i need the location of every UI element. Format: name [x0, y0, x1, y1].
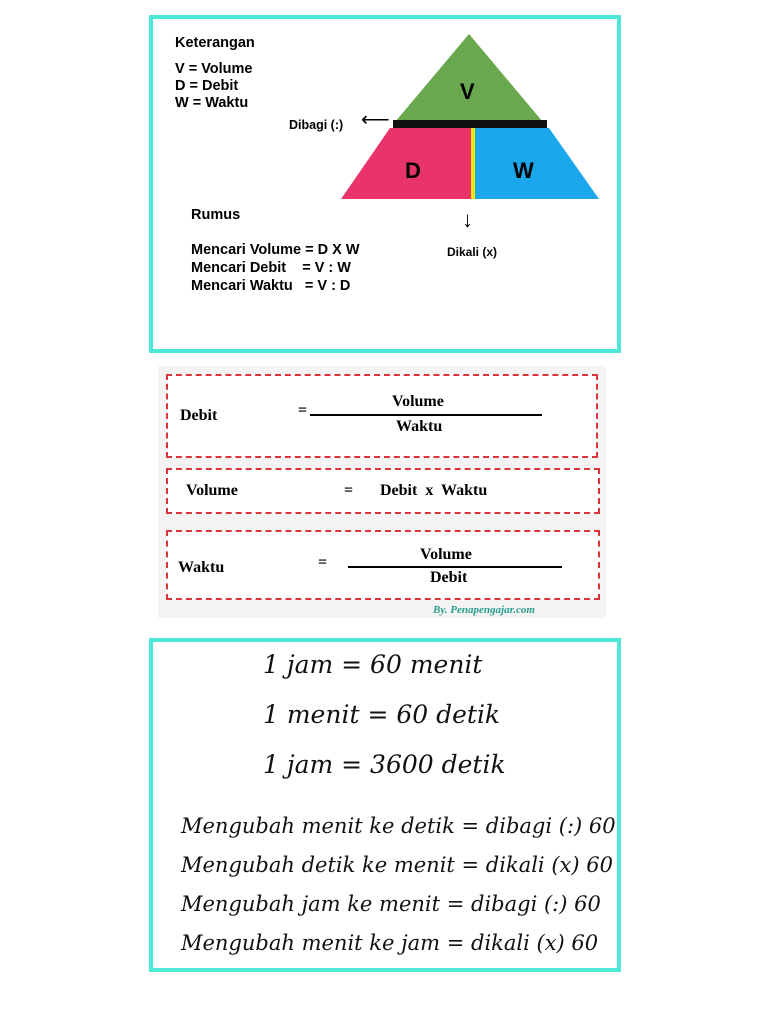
volume-label: Volume: [186, 482, 238, 499]
debit-formula-box: [166, 374, 598, 458]
triangle-separator-line: [471, 128, 475, 199]
rule-detik-ke-menit: Mengubah detik ke menit = dikali (x) 60: [181, 853, 613, 877]
conversion-jam-detik: 1 jam = 3600 detik: [263, 750, 506, 779]
rule-menit-ke-jam: Mengubah menit ke jam = dikali (x) 60: [181, 931, 599, 955]
debit-fraction-bar: [310, 414, 542, 416]
conversion-jam-menit: 1 jam = 60 menit: [263, 650, 483, 679]
dvw-triangle: [153, 19, 617, 349]
debit-equals: =: [298, 402, 308, 419]
down-arrow-icon: ↓: [462, 207, 473, 232]
rule-jam-ke-menit: Mengubah jam ke menit = dibagi (:) 60: [181, 892, 601, 916]
triangle-letter-w: W: [513, 158, 534, 183]
volume-equals: =: [344, 482, 354, 499]
waktu-denominator: Debit: [430, 569, 468, 586]
legend-item-debit: D = Debit: [175, 78, 239, 94]
rumus-volume: Mencari Volume = D X W: [191, 242, 360, 258]
triangle-formula-panel: [149, 15, 621, 353]
waktu-numerator: Volume: [420, 546, 472, 563]
debit-label: Debit: [180, 407, 218, 424]
legend-item-waktu: W = Waktu: [175, 95, 249, 111]
waktu-label: Waktu: [178, 559, 225, 576]
debit-denominator: Waktu: [396, 418, 443, 435]
rumus-title: Rumus: [191, 207, 241, 223]
debit-numerator: Volume: [392, 393, 444, 410]
waktu-formula-box: [166, 530, 600, 600]
triangle-top-section: [395, 34, 543, 122]
fraction-formula-panel: [158, 366, 606, 618]
triangle-letter-d: D: [405, 158, 421, 183]
legend-item-volume: V = Volume: [175, 61, 253, 77]
waktu-equals: =: [318, 554, 328, 571]
volume-formula-box: [166, 468, 600, 514]
left-arrow-icon: ⟵: [361, 109, 390, 131]
rumus-debit: Mencari Debit = V : W: [191, 260, 351, 276]
time-conversion-panel: [149, 638, 621, 972]
triangle-letter-v: V: [460, 79, 475, 104]
conversion-menit-detik: 1 menit = 60 detik: [263, 700, 501, 729]
legend-title: Keterangan: [175, 35, 255, 51]
triangle-divider-bar: [393, 120, 547, 128]
rumus-waktu: Mencari Waktu = V : D: [191, 278, 351, 294]
multiply-label: Dikali (x): [447, 245, 498, 259]
credit-text: By. Penapengajar.com: [433, 604, 535, 616]
volume-expression: Debit x Waktu: [380, 482, 488, 499]
divide-label: Dibagi (:): [289, 118, 344, 132]
waktu-fraction-bar: [348, 566, 562, 568]
rule-menit-ke-detik: Mengubah menit ke detik = dibagi (:) 60: [181, 814, 616, 838]
triangle-right-section: [474, 128, 599, 199]
